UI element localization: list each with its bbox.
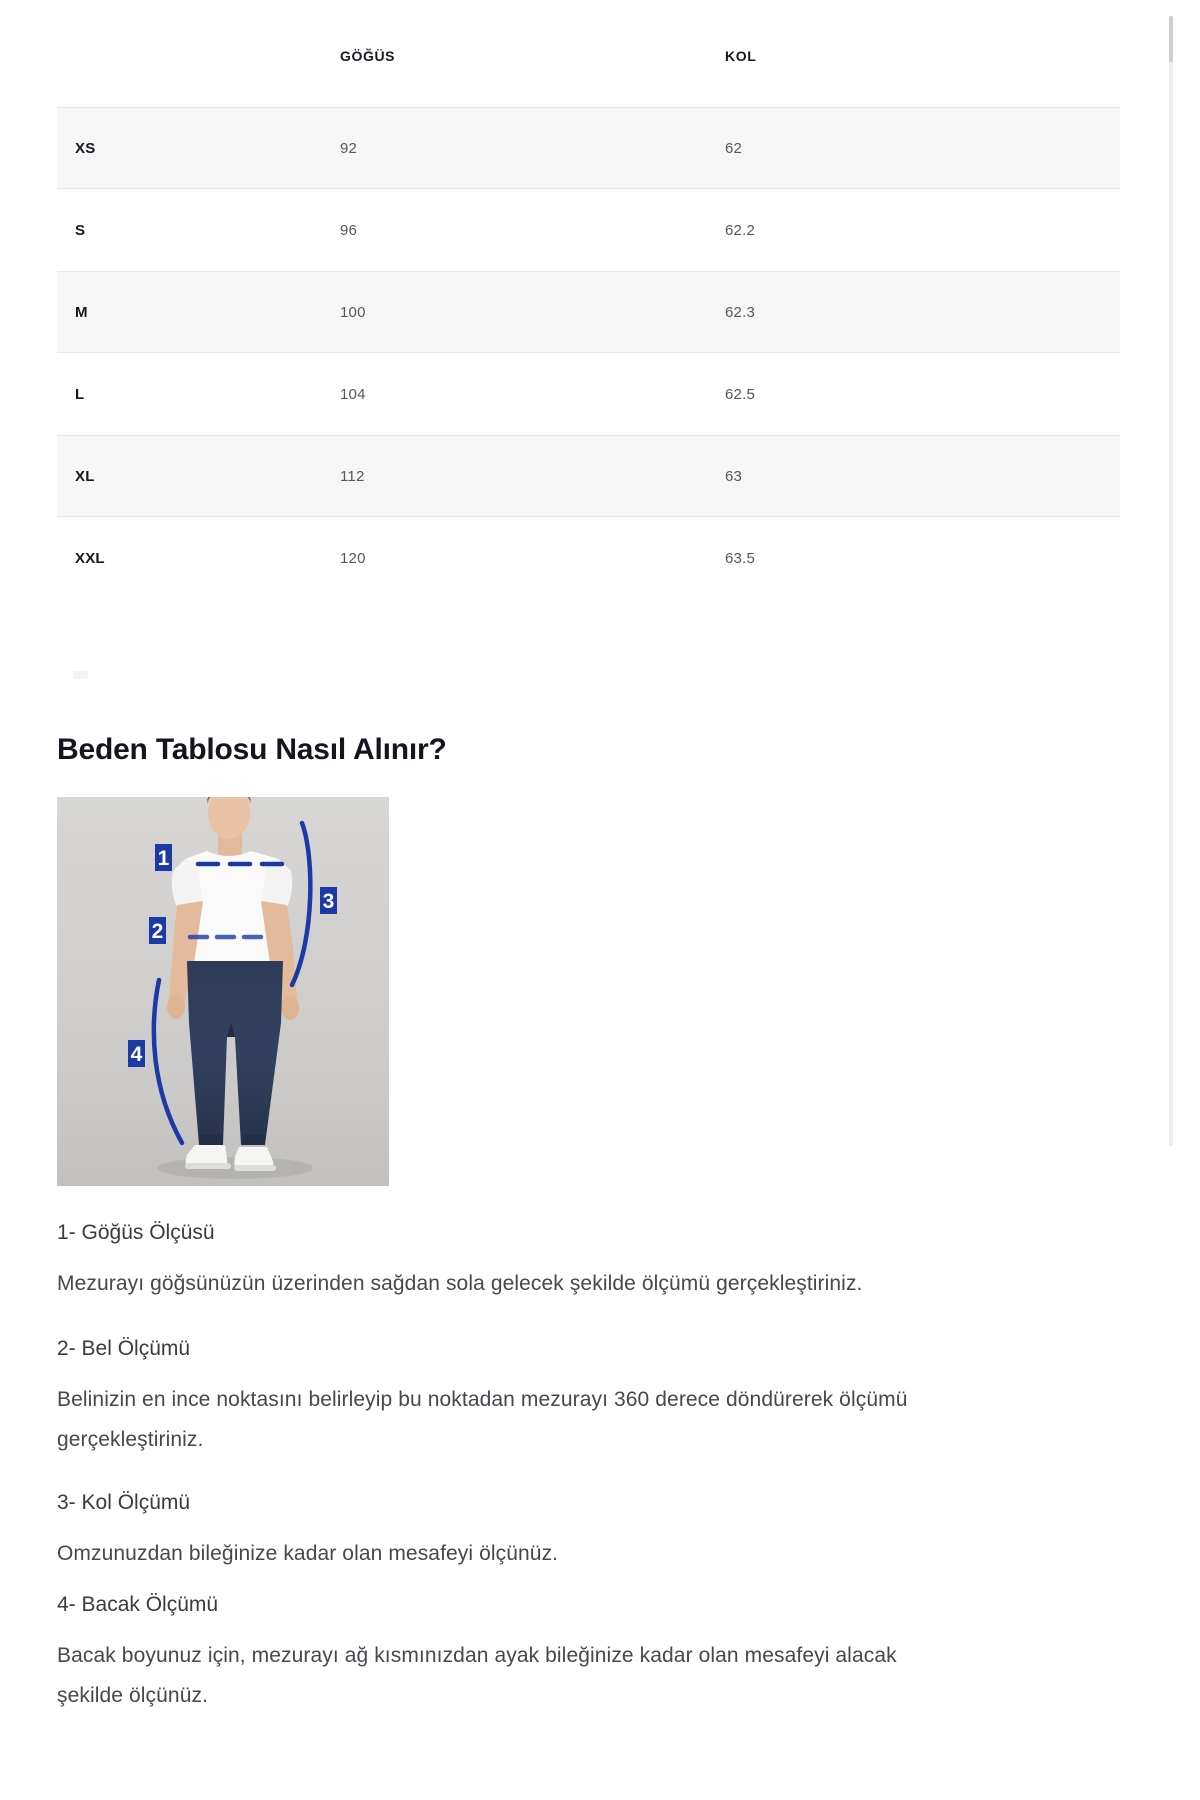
size-table xyxy=(57,40,1120,599)
size-cell: XXL xyxy=(75,549,105,567)
guide-heading: Beden Tablosu Nasıl Alınır? xyxy=(57,733,447,766)
scrollbar-thumb[interactable] xyxy=(1169,16,1173,62)
size-cell: XS xyxy=(75,139,96,157)
section-body-waist: Belinizin en ince noktasını belirleyip bu noktadan mezurayı 360 derece döndürerek ölçümü gerçekleştiriniz. xyxy=(57,1388,908,1451)
arm-cell: 63 xyxy=(725,467,743,485)
table-row xyxy=(57,353,1120,435)
arm-cell: 62 xyxy=(725,139,743,157)
arm-cell: 62.2 xyxy=(725,221,755,239)
size-cell: XL xyxy=(75,467,95,485)
chest-cell: 112 xyxy=(340,467,365,485)
table-row xyxy=(57,107,1120,189)
image-artifact xyxy=(74,671,88,679)
badge-3 xyxy=(320,887,337,914)
section-body-arm: Omzunuzdan bileğinize kadar olan mesafeyi ölçünüz. xyxy=(57,1542,559,1565)
badge-2 xyxy=(149,917,166,944)
table-header-row xyxy=(57,40,1120,107)
chest-cell: 92 xyxy=(340,139,358,157)
table-row xyxy=(57,517,1120,599)
size-cell: L xyxy=(75,385,85,403)
section-body-leg: Bacak boyunuz için, mezurayı ağ kısmınızdan ayak bileğinize kadar olan mesafeyi alacak şekilde ölçünüz. xyxy=(57,1644,897,1707)
chest-cell: 100 xyxy=(340,303,366,321)
measurement-guide-figure xyxy=(57,797,389,1186)
model-photo xyxy=(57,797,389,1186)
badge-4 xyxy=(128,1040,145,1067)
table-row xyxy=(57,271,1120,353)
chest-cell: 104 xyxy=(340,385,366,403)
size-cell: M xyxy=(75,303,88,321)
arm-cell: 62.5 xyxy=(725,385,755,403)
table-row xyxy=(57,435,1120,517)
header-arm: KOL xyxy=(725,48,757,64)
scrollbar-track[interactable] xyxy=(1169,16,1173,1146)
svg-text:4: 4 xyxy=(130,1043,143,1066)
svg-text:2: 2 xyxy=(151,920,164,943)
arm-cell: 63.5 xyxy=(725,549,755,567)
chest-cell: 120 xyxy=(340,549,366,567)
section-title-arm: 3- Kol Ölçümü xyxy=(57,1491,191,1514)
section-title-leg: 4- Bacak Ölçümü xyxy=(57,1593,219,1616)
svg-text:1: 1 xyxy=(157,847,170,870)
header-chest: GÖĞÜS xyxy=(340,48,396,64)
section-body-chest: Mezurayı göğsünüzün üzerinden sağdan sola gelecek şekilde ölçümü gerçekleştiriniz. xyxy=(57,1272,863,1295)
arm-cell: 62.3 xyxy=(725,303,755,321)
section-title-chest: 1- Göğüs Ölçüsü xyxy=(57,1221,215,1244)
section-title-waist: 2- Bel Ölçümü xyxy=(57,1337,191,1360)
table-row xyxy=(57,189,1120,271)
size-cell: S xyxy=(75,221,86,239)
chest-cell: 96 xyxy=(340,221,358,239)
svg-text:3: 3 xyxy=(322,890,335,913)
badge-1 xyxy=(155,844,172,871)
